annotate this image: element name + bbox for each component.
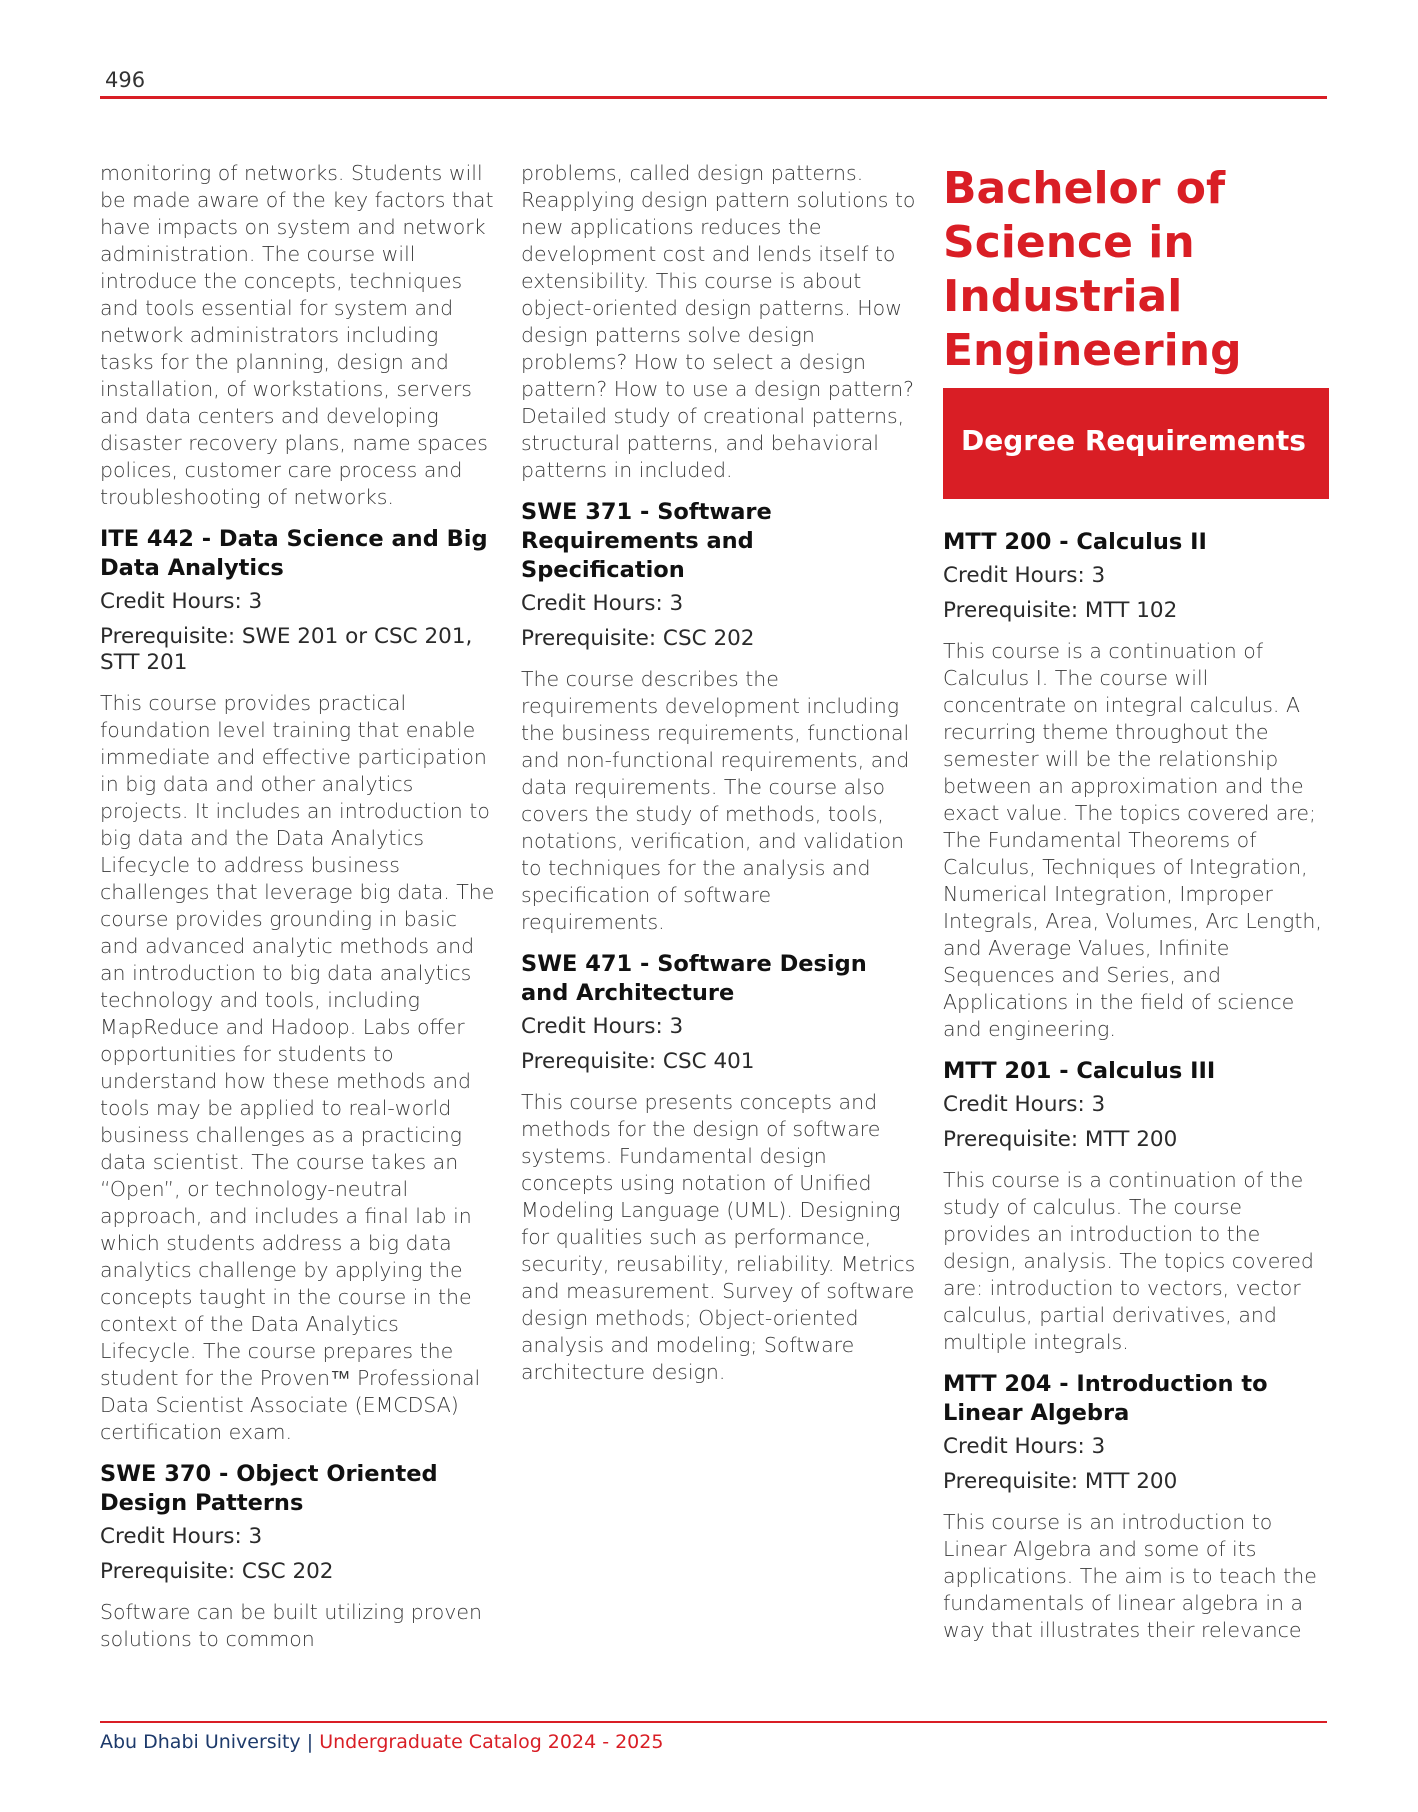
program-title-line: Bachelor of <box>943 163 1226 214</box>
column-2 <box>521 160 916 1400</box>
prerequisite: Prerequisite: CSC 202 <box>521 626 755 651</box>
prerequisite: Prerequisite: CSC 202 <box>100 1559 334 1584</box>
credit-hours: Credit Hours: 3 <box>100 1524 263 1549</box>
course-description: This course is an introduction to Linear Algebra and some of its applications. The aim is to teach the fundamentals of linear algebra in a way that illustrates their relevance <box>943 1510 1317 1642</box>
course-entry-ite-442 <box>100 525 495 1446</box>
course-title: ITE 442 - Data Science and Big Data Analytics <box>100 526 488 581</box>
course-description: This course is a continuation of the study of calculus. The course provides an introduction to the design, analysis. The topics covered are: introduction to vectors, vector calculus, partial derivatives, and multiple integrals. <box>943 1168 1314 1354</box>
course-title: MTT 204 - Introduction to Linear Algebra <box>943 1371 1268 1426</box>
footer-catalog: Undergraduate Catalog 2024 - 2025 <box>319 1731 664 1753</box>
course-title: MTT 200 - Calculus II <box>943 529 1207 555</box>
degree-requirements-banner <box>943 388 1329 499</box>
course-entry-swe-471 <box>521 950 916 1386</box>
course-entry-swe-370 <box>100 1460 495 1653</box>
column-1 <box>100 160 495 1667</box>
course-entry-mtt-204 <box>943 1370 1333 1644</box>
program-title <box>943 162 1333 378</box>
course-description: The course describes the requirements development including the business requirements, functional and non-functional requirements, and data requirements. The course also covers the study of methods, tools, notations, verification, and validation to techniques for the analysis and specification of software requirements. <box>521 667 910 934</box>
page-number: 496 <box>105 68 146 92</box>
prerequisite: Prerequisite: MTT 200 <box>943 1127 1178 1152</box>
credit-hours: Credit Hours: 3 <box>521 591 684 616</box>
program-title-line: Science in <box>943 217 1195 268</box>
continued-description: monitoring of networks. Students will be made aware of the key factors that have impacts on system and network administration. The course will introduce the concepts, techniques and tools essential for system and network administrators including tasks for the planning, design and installation, of workstations, servers and data centers and developing disaster recovery plans, name spaces polices, customer care process and troubleshooting of networks. <box>100 161 494 509</box>
course-title: SWE 471 - Software Design and Architecture <box>521 951 867 1006</box>
prerequisite: Prerequisite: MTT 200 <box>943 1469 1178 1494</box>
credit-hours: Credit Hours: 3 <box>100 589 263 614</box>
prerequisite: Prerequisite: SWE 201 or CSC 201, STT 201 <box>100 624 473 675</box>
footer-university: Abu Dhabi University <box>100 1731 301 1753</box>
page-footer <box>100 1731 663 1753</box>
header-rule <box>100 96 1327 99</box>
program-title-line: Industrial <box>943 271 1183 322</box>
course-title: SWE 371 - Software Requirements and Specification <box>521 499 772 583</box>
prerequisite: Prerequisite: CSC 401 <box>521 1049 755 1074</box>
footer-separator: | <box>306 1731 314 1753</box>
credit-hours: Credit Hours: 3 <box>943 1092 1106 1117</box>
section-heading: Degree Requirements <box>961 424 1306 457</box>
program-title-line: Engineering <box>943 325 1242 376</box>
course-description: Software can be built utilizing proven solutions to common <box>100 1600 482 1651</box>
prerequisite: Prerequisite: MTT 102 <box>943 598 1178 623</box>
course-entry-swe-371 <box>521 498 916 936</box>
continued-description: problems, called design patterns. Reapplying design pattern solutions to new applications reduces the development cost and lends itself to extensibility. This course is about object-oriented design patterns. How design patterns solve design problems? How to select a design pattern? How to use a design pattern? Detailed study of creational patterns, structural patterns, and behavioral patterns in included. <box>521 161 916 482</box>
course-title: MTT 201 - Calculus III <box>943 1058 1216 1084</box>
program-heading <box>943 162 1333 378</box>
course-title: SWE 370 - Object Oriented Design Patterns <box>100 1461 438 1516</box>
credit-hours: Credit Hours: 3 <box>943 563 1106 588</box>
footer-rule <box>100 1721 1327 1723</box>
course-description: This course provides practical foundation level training that enable immediate and effective participation in big data and other analytics projects. It includes an introduction to big data and the Data Analytics Lifecycle to address business challenges that leverage big data. The course provides grounding in basic and advanced analytic methods and an introduction to big data analytics technology and tools, including MapReduce and Hadoop. Labs offer opportunities for students to understand how these methods and tools may be applied to real-world business challenges as a practicing data scientist. The course takes an “Open”, or technology-neutral approach, and includes a final lab in which students address a big data analytics challenge by applying the concepts taught in the course in the context of the Data Analytics Lifecycle. The course prepares the student for the Proven™ Professional Data Scientist Associate (EMCDSA) certification exam. <box>100 691 495 1444</box>
course-description: This course is a continuation of Calculus I. The course will concentrate on integral calculus. A recurring theme throughout the semester will be the relationship between an approximation and the exact value. The topics covered are; The Fundamental Theorems of Calculus, Techniques of Integration, Numerical Integration, Improper Integrals, Area, Volumes, Arc Length, and Average Values, Infinite Sequences and Series, and Applications in the field of science and engineering. <box>943 639 1322 1041</box>
course-description: This course presents concepts and methods for the design of software systems. Fundamental design concepts using notation of Unified Modeling Language (UML). Designing for qualities such as performance, security, reusability, reliability. Metrics and measurement. Survey of software design methods; Object-oriented analysis and modeling; Software architecture design. <box>521 1090 916 1384</box>
credit-hours: Credit Hours: 3 <box>521 1014 684 1039</box>
course-entry-mtt-200 <box>943 528 1333 1043</box>
column-3-courses <box>943 528 1333 1658</box>
credit-hours: Credit Hours: 3 <box>943 1434 1106 1459</box>
course-entry-mtt-201 <box>943 1057 1333 1356</box>
